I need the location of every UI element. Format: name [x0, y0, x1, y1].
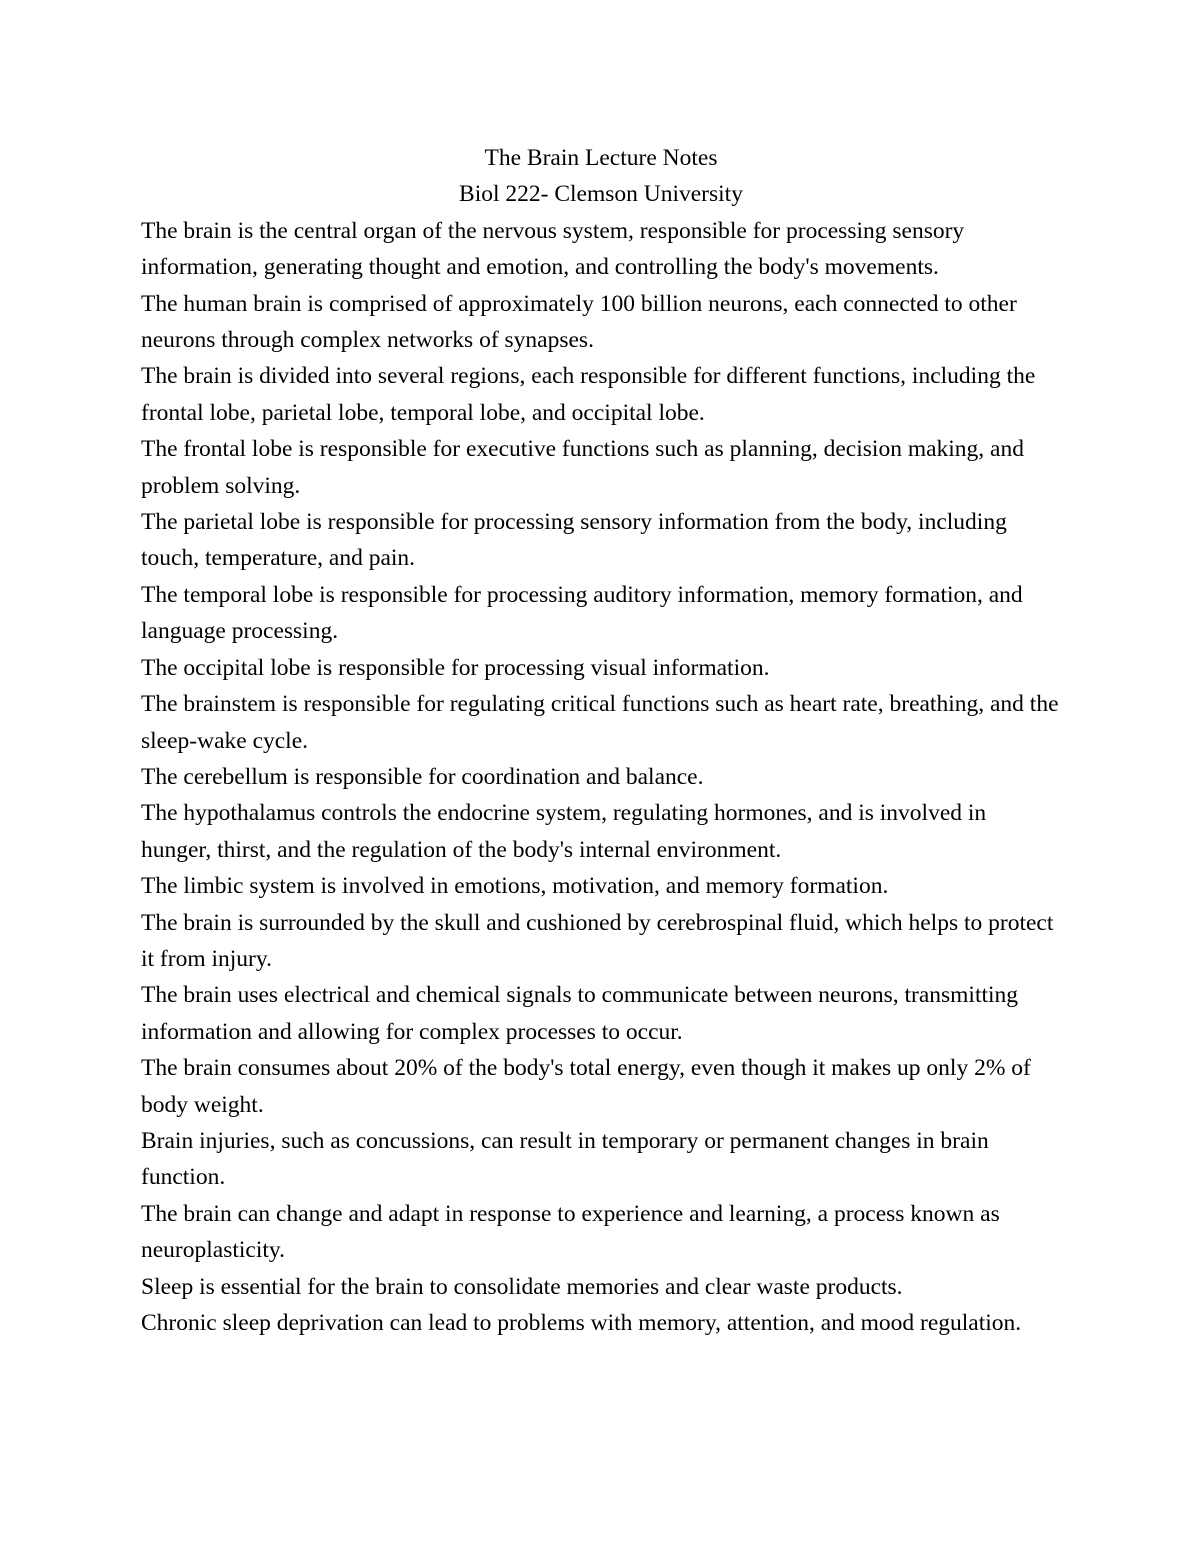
- document-subtitle: Biol 222- Clemson University: [459, 181, 743, 208]
- paragraph: The brain can change and adapt in response to experience and learning, a process known as neuroplasticity.: [141, 1200, 1000, 1264]
- paragraph: The cerebellum is responsible for coordination and balance.: [141, 763, 704, 790]
- paragraph: The brain uses electrical and chemical signals to communicate between neurons, transmitting information and allowing for complex processes to occur.: [141, 982, 1019, 1045]
- paragraph: Sleep is essential for the brain to consolidate memories and clear waste products.: [141, 1273, 903, 1300]
- paragraph: The brainstem is responsible for regulating critical functions such as heart rate, breathing, and the sleep-wake cycle.: [141, 691, 1059, 754]
- paragraph: The brain is surrounded by the skull and cushioned by cerebrospinal fluid, which helps to protect it from injury.: [141, 909, 1054, 972]
- paragraph: The human brain is comprised of approximately 100 billion neurons, each connected to other neurons through complex networks of synapses.: [141, 290, 1017, 354]
- paragraph: The frontal lobe is responsible for executive functions such as planning, decision making, and problem solving.: [141, 436, 1024, 499]
- paragraph: The brain consumes about 20% of the body's total energy, even though it makes up only 2% of body weight.: [141, 1055, 1031, 1118]
- paragraph: The occipital lobe is responsible for processing visual information.: [141, 654, 770, 681]
- paragraph: The limbic system is involved in emotions, motivation, and memory formation.: [141, 873, 889, 900]
- paragraph: Chronic sleep deprivation can lead to problems with memory, attention, and mood regulation.: [141, 1310, 1022, 1336]
- document-body: [141, 140, 1061, 1341]
- paragraph: The temporal lobe is responsible for processing auditory information, memory formation, and language processing.: [141, 581, 1023, 645]
- paragraph: The brain is the central organ of the nervous system, responsible for processing sensory information, generating thought and emotion, and controlling the body's movements.: [141, 217, 965, 281]
- document-title: The Brain Lecture Notes: [484, 145, 718, 171]
- paragraph: Brain injuries, such as concussions, can result in temporary or permanent changes in brain function.: [141, 1127, 989, 1191]
- paragraph: The hypothalamus controls the endocrine system, regulating hormones, and is involved in hunger, thirst, and the regulation of the body's internal environment.: [141, 800, 987, 863]
- paragraph: The brain is divided into several regions, each responsible for different functions, including the frontal lobe, parietal lobe, temporal lobe, and occipital lobe.: [141, 363, 1036, 426]
- paragraph: The parietal lobe is responsible for processing sensory information from the body, including touch, temperature, and pain.: [141, 509, 1007, 572]
